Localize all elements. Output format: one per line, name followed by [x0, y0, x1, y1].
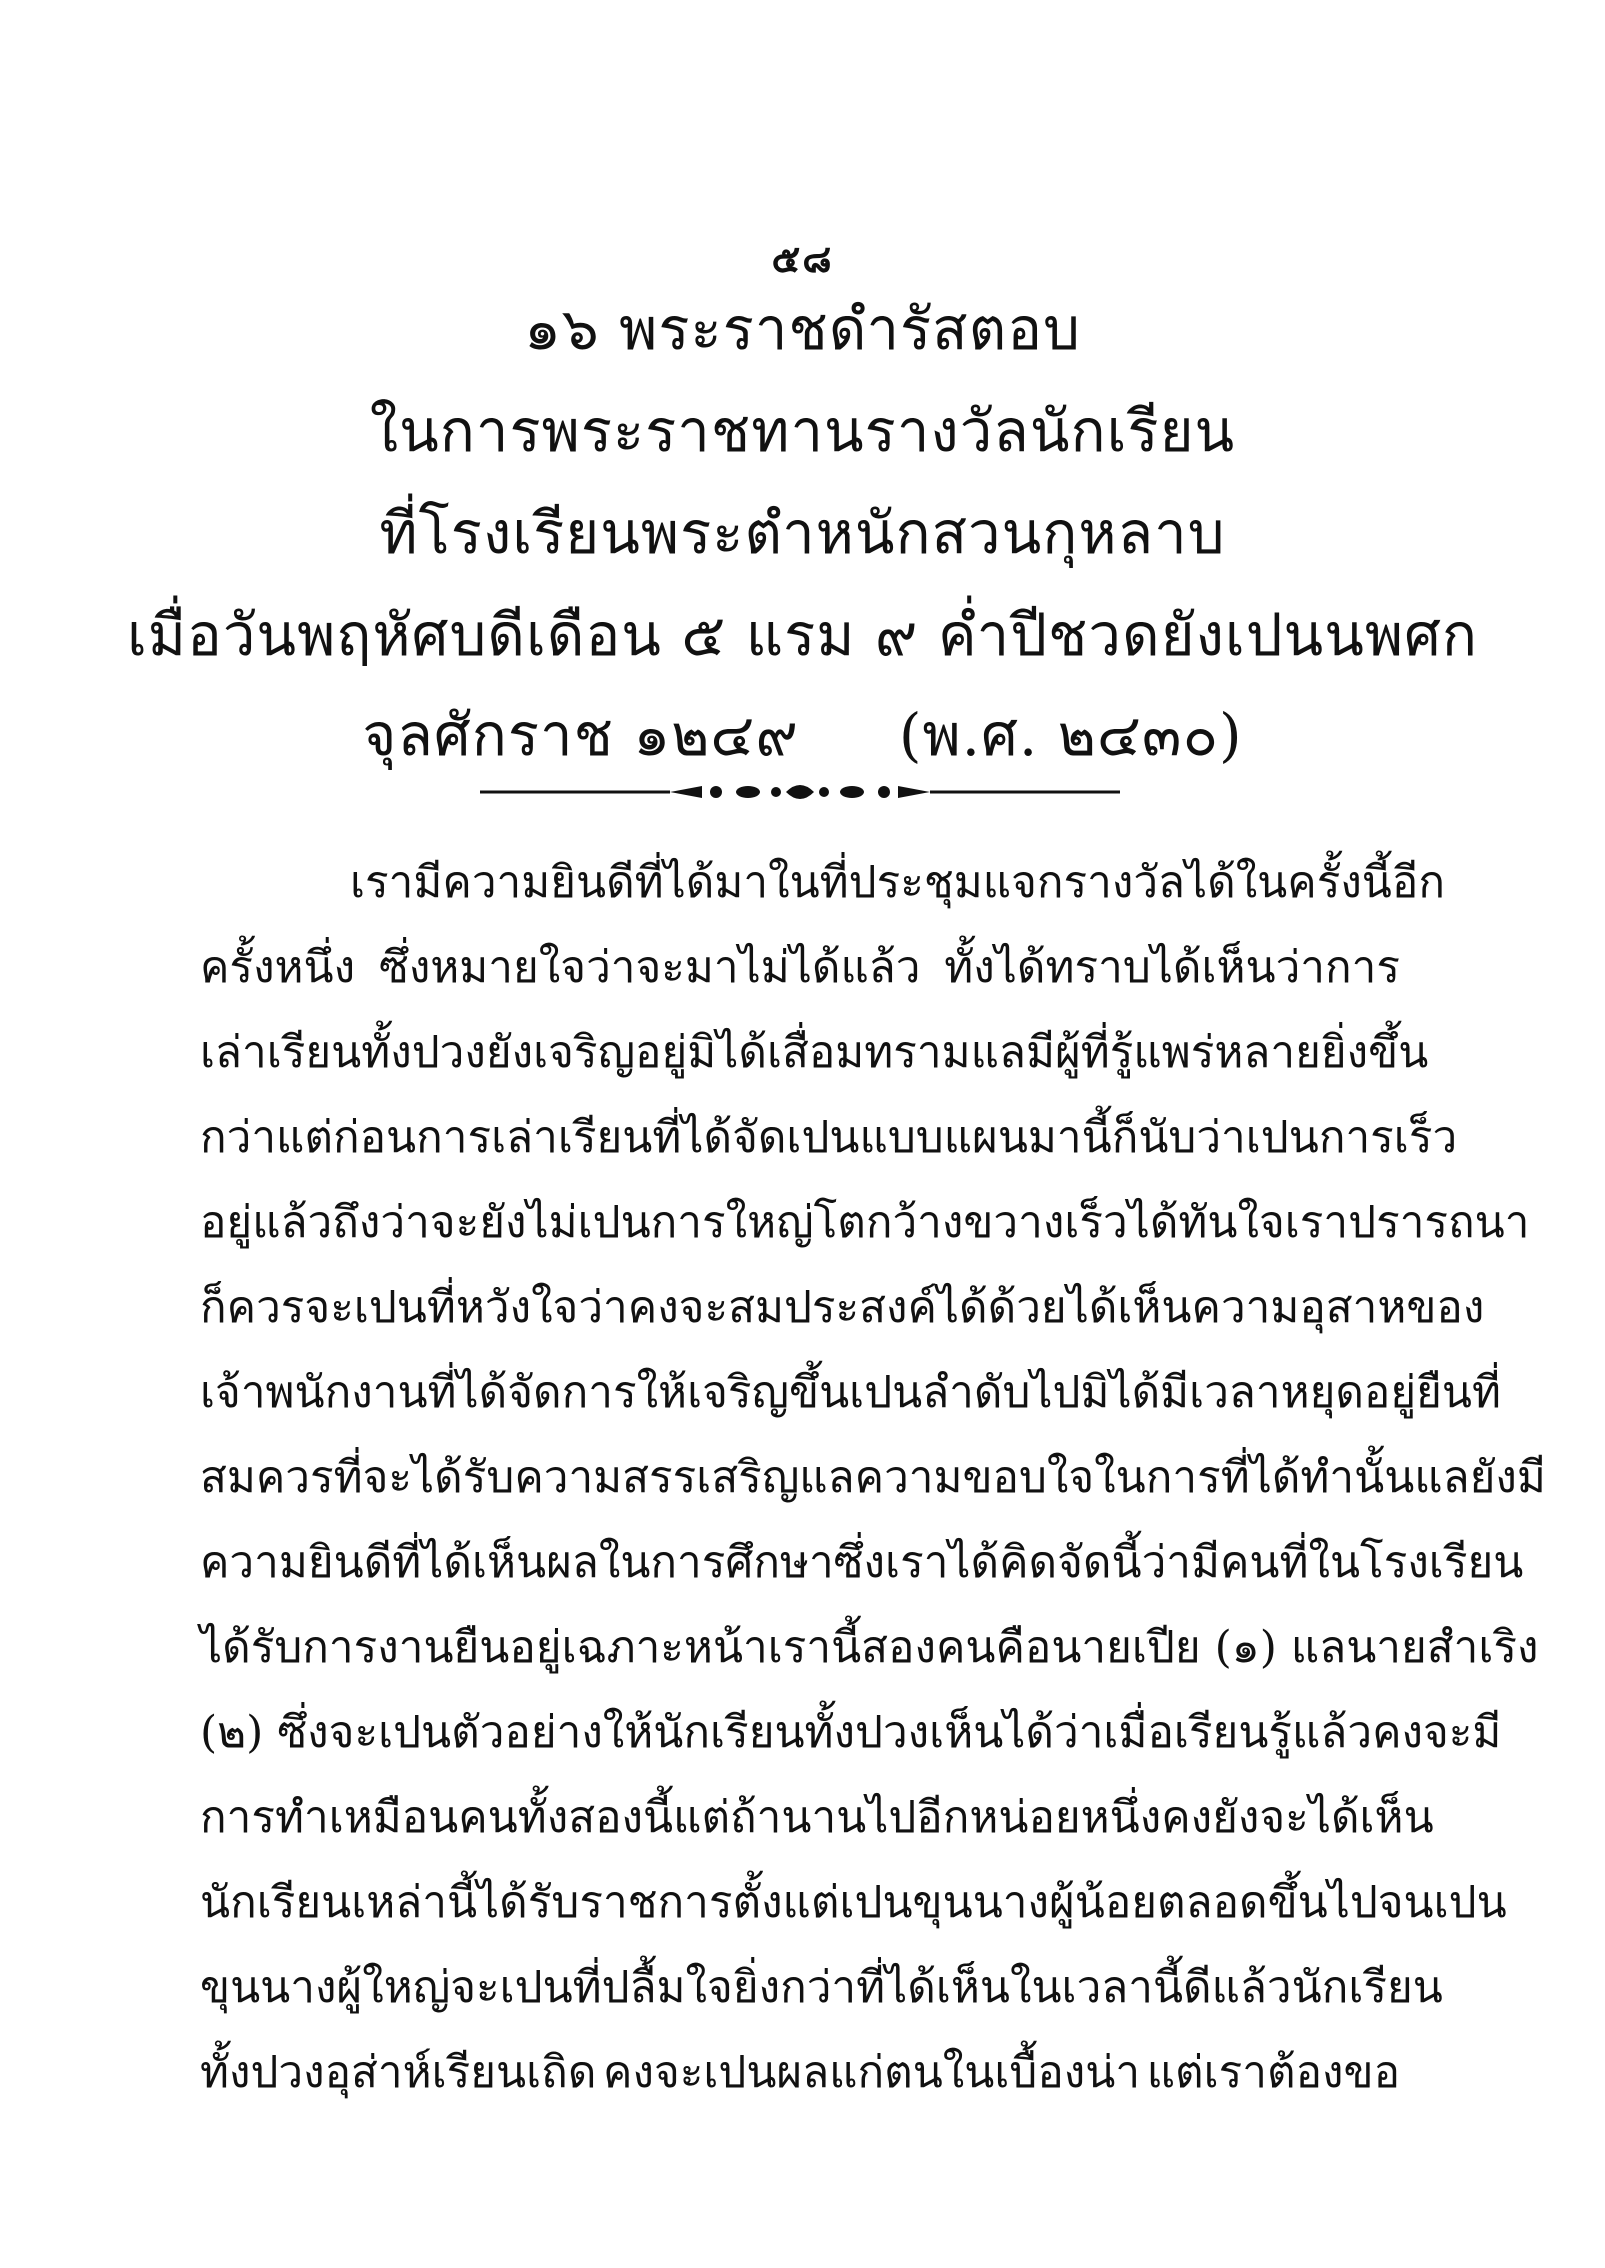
- body-line-segment: การเล่าเรียนที่ได้จัดเปนแบบแผนมานี้: [416, 1112, 1112, 1163]
- body-line-segment: ทั้งปวงอุส่าห์เรียนเถิด: [200, 2047, 597, 2098]
- body-line-segment: สมควรที่จะได้รับความสรรเสริญแลความขอบใจในการที่ได้ทำนั้น: [200, 1452, 1415, 1503]
- body-line: [200, 1775, 1434, 1860]
- title-line-1: ๑๖ พระราชดำรัสตอบ: [524, 295, 1081, 363]
- era-chulasakarat: จุลศักราช ๑๒๔๙: [362, 701, 799, 769]
- body-line-segment: เจ้าพนักงาน: [200, 1367, 428, 1418]
- body-line: [200, 1860, 1507, 1945]
- body-line-segment: จะเปนที่ปลื้มใจยิ่งกว่าที่ได้เห็นในเวลานี้: [450, 1962, 1184, 2013]
- body-line-segment: นักเรียนเหล่านี้: [200, 1877, 478, 1928]
- body-line: [200, 1690, 1502, 1775]
- body-line: [200, 1350, 1501, 1435]
- body-line-segment: ถึงว่าจะยังไม่เปนการใหญ่โตกว้างขวางเร็วได้ทันใจเราปรารถนา: [332, 1197, 1530, 1248]
- body-line-segment: ความยินดีที่ได้เห็นผลในการศึกษาซึ่งเราได้คิดจัดนี้: [200, 1537, 1142, 1588]
- body-line-segment: แลยังมี: [1414, 1452, 1546, 1503]
- body-line: [200, 1095, 1458, 1180]
- body-line-segment: ว่ามีคนที่ในโรงเรียน: [1141, 1537, 1524, 1588]
- body-line-segment: ด้วยได้เห็นความอุสาหของ: [987, 1282, 1485, 1333]
- body-line-segment: เมื่อเรียนรู้แล้วคงจะมี: [1103, 1707, 1502, 1758]
- body-text: [200, 840, 1546, 2115]
- body-line-segment: ได้รับการงานยืนอยู่เฉภาะหน้าเรานี้สองคน: [200, 1622, 996, 1673]
- body-line-segment: ก็นับว่าเปนการเร็ว: [1111, 1112, 1458, 1163]
- body-line-segment: ขุนนางผู้ใหญ่: [200, 1962, 451, 2013]
- body-line: [200, 925, 1400, 1010]
- era-buddhist: (พ.ศ. ๒๔๓๐): [898, 701, 1243, 769]
- body-line-segment: ก็ควรจะเปนที่หวังใจว่าคงจะสมประสงค์ได้: [200, 1282, 988, 1333]
- body-line-segment: ทั้งได้ทราบได้เห็นว่าการ: [944, 942, 1400, 993]
- ornament-divider-icon: [480, 772, 1120, 812]
- body-line: [200, 1605, 1539, 1690]
- body-line-segment: การทำเหมือนคนทั้งสองนี้: [200, 1792, 674, 1843]
- body-line: [200, 1520, 1524, 1605]
- body-line-segment: ดีแล้วนักเรียน: [1183, 1962, 1443, 2013]
- body-line-segment: (๒) ซึ่งจะเปนตัวอย่างให้นักเรียนทั้งปวงเห็นได้ว่า: [200, 1707, 1104, 1758]
- body-line-segment: แต่ถ้านานไปอีกหน่อยหนึ่งคงยังจะได้เห็น: [673, 1792, 1434, 1843]
- body-line-segment: เล่าเรียนทั้งปวงยังเจริญอยู่มิได้เสื่อมทราม: [200, 1027, 971, 1078]
- body-line: [200, 840, 1445, 925]
- title-line-3: ที่โรงเรียนพระตำหนักสวนกุหลาบ: [379, 499, 1226, 567]
- body-line: [200, 2030, 1400, 2115]
- body-line-segment: แต่เราต้องขอ: [1146, 2047, 1400, 2098]
- body-line-segment: ครั้งหนึ่ง: [200, 942, 356, 993]
- title-line-5: [0, 701, 1605, 769]
- body-line: [200, 1010, 1429, 1095]
- page-number: ๕๘: [771, 236, 834, 281]
- title-line-4: เมื่อวันพฤหัศบดีเดือน ๕ แรม ๙ ค่ำปีชวดยังเปนนพศก: [126, 601, 1479, 669]
- body-line-segment: คงจะเปนผลแก่ตนในเบื้องน่า: [603, 2047, 1141, 2098]
- body-line-segment: กว่าแต่ก่อน: [200, 1112, 417, 1163]
- body-line-segment: คือ: [995, 1622, 1052, 1673]
- body-line-segment: เรามีความยินดี: [350, 857, 635, 908]
- body-line-segment: นายเปีย (๑) แลนายสำเริง: [1051, 1622, 1539, 1673]
- body-line: [200, 1945, 1443, 2030]
- body-line-segment: แลมีผู้ที่รู้แพร่หลายยิ่งขึ้น: [970, 1027, 1429, 1078]
- body-line: [200, 1180, 1530, 1265]
- body-line: [200, 1435, 1546, 1520]
- body-line-segment: ที่ได้มาในที่ประชุมแจกรางวัลได้ในครั้งนี้อีก: [634, 857, 1445, 908]
- body-line-segment: ได้รับราชการตั้งแต่เปนขุนนางผู้น้อยตลอดขึ้นไปจนเปน: [477, 1877, 1507, 1928]
- body-line: [200, 1265, 1485, 1350]
- body-line-segment: ซึ่งหมายใจว่าจะมาไม่ได้แล้ว: [378, 942, 921, 993]
- body-line-segment: ที่ได้จัดการให้เจริญขึ้นเปนลำดับไปมิได้มีเวลาหยุดอยู่ยืนที่: [427, 1367, 1501, 1418]
- title-line-2: ในการพระราชทานรางวัลนักเรียน: [369, 397, 1236, 465]
- body-line-segment: อยู่แล้ว: [200, 1197, 333, 1248]
